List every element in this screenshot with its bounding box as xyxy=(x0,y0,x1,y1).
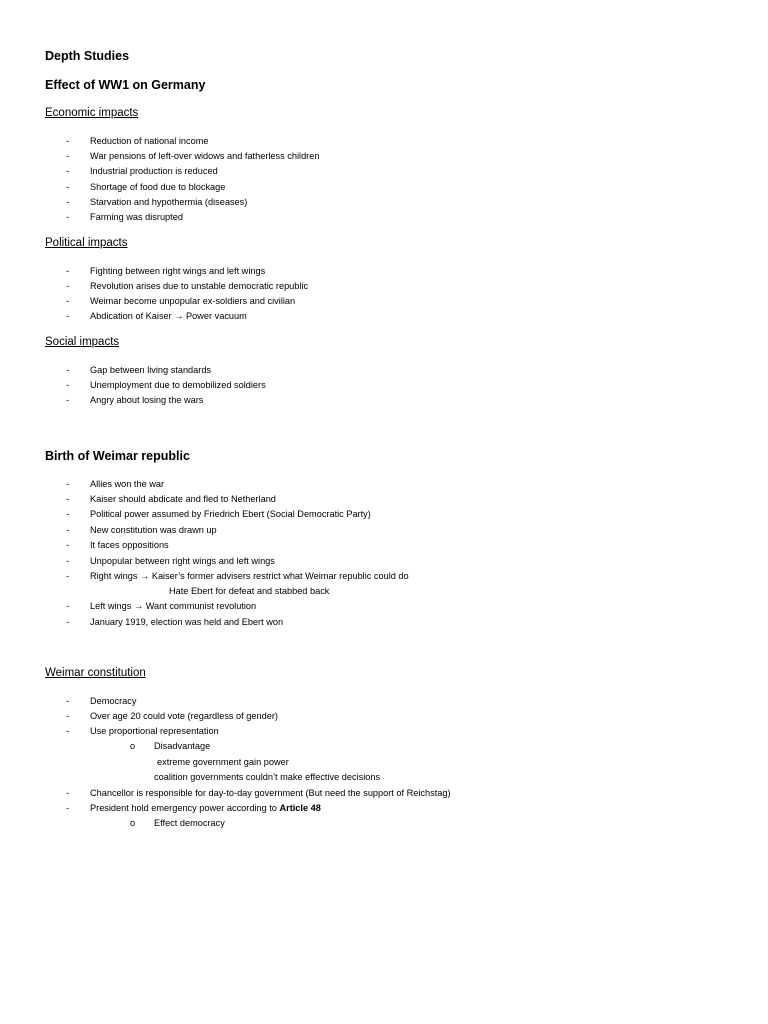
dash-bullet: - xyxy=(66,617,70,627)
dash-bullet: - xyxy=(66,556,70,566)
heading-social: Social impacts xyxy=(45,336,120,348)
dash-bullet: - xyxy=(66,540,70,550)
dash-bullet: - xyxy=(66,601,70,611)
dash-bullet: - xyxy=(66,494,70,504)
dash-bullet: - xyxy=(66,571,70,581)
dash-bullet: - xyxy=(66,380,70,390)
dash-bullet: - xyxy=(66,197,70,207)
dash-bullet: - xyxy=(66,365,70,375)
dash-bullet: - xyxy=(66,509,70,519)
dash-bullet: - xyxy=(66,395,70,405)
heading-economic: Economic impacts xyxy=(45,107,139,119)
dash-bullet: - xyxy=(66,696,70,706)
dash-bullet: - xyxy=(66,711,70,721)
circle-bullet: o xyxy=(130,818,136,828)
dash-bullet: - xyxy=(66,136,70,146)
heading-political: Political impacts xyxy=(45,237,128,249)
dash-bullet: - xyxy=(66,479,70,489)
document-title: Depth Studies xyxy=(45,49,130,63)
circle-bullet: o xyxy=(130,741,136,751)
dash-bullet: - xyxy=(66,281,70,291)
dash-bullet: - xyxy=(66,212,70,222)
dash-bullet: - xyxy=(66,151,70,161)
section-title-ww1: Effect of WW1 on Germany xyxy=(45,78,206,92)
dash-bullet: - xyxy=(66,525,70,535)
right-arrow-icon: → xyxy=(174,311,184,321)
dash-bullet: - xyxy=(66,311,70,321)
dash-bullet: - xyxy=(66,803,70,813)
section-title-weimar-birth: Birth of Weimar republic xyxy=(45,449,190,463)
dash-bullet: - xyxy=(66,726,70,736)
dash-bullet: - xyxy=(66,788,70,798)
dash-bullet: - xyxy=(66,182,70,192)
document-page: Depth Studies Effect of WW1 on Germany Economic impacts - Reduction of national income - War pensions of left-over widows and fatherless children - Industrial production is reduced - Shortage of food due to blockage - Starvation and hypothermia (diseases) - Farming was disrupted Political impacts - Fighting between right wings and left wings - Revolution arises due to unstable democratic republic - Weimar become unpopular ex-soldiers and civilian - Abdication of Kaiser → Power vacuum Social impacts - Gap between living standards - Unemployment due to demobilized soldiers - Angry about losing the wars Birth of Weimar republic - Allies won the war - Kaiser should abdicate and fled to Netherland - Political power assumed by Friedrich Ebert (Social Democratic Party) - New constitution was drawn up - It faces oppositions - Unpopular between right wings and left wings - Right wings → Kaiser’s former advisers restrict what Weimar republic could do Hate Ebert for defeat and stabbed back - Left wings → Want communist revolution - January 1919, election was held and Ebert won Weimar constitution - Democracy - Over age 20 could vote (regardless of gender) - Use proportional representation o Disadvantage extreme government gain power coalition governments couldn’t make effective decisions - Chancellor is responsible for day-to-day government (But need the support of Reichstag) - President hold emergency power according to Article 48 o Effect democracy xyxy=(45,49,451,828)
dash-bullet: - xyxy=(66,166,70,176)
heading-weimar-constitution: Weimar constitution xyxy=(45,667,146,679)
dash-bullet: - xyxy=(66,296,70,306)
dash-bullet: - xyxy=(66,266,70,276)
right-arrow-icon: → xyxy=(133,601,144,611)
right-arrow-icon: → xyxy=(140,571,150,581)
